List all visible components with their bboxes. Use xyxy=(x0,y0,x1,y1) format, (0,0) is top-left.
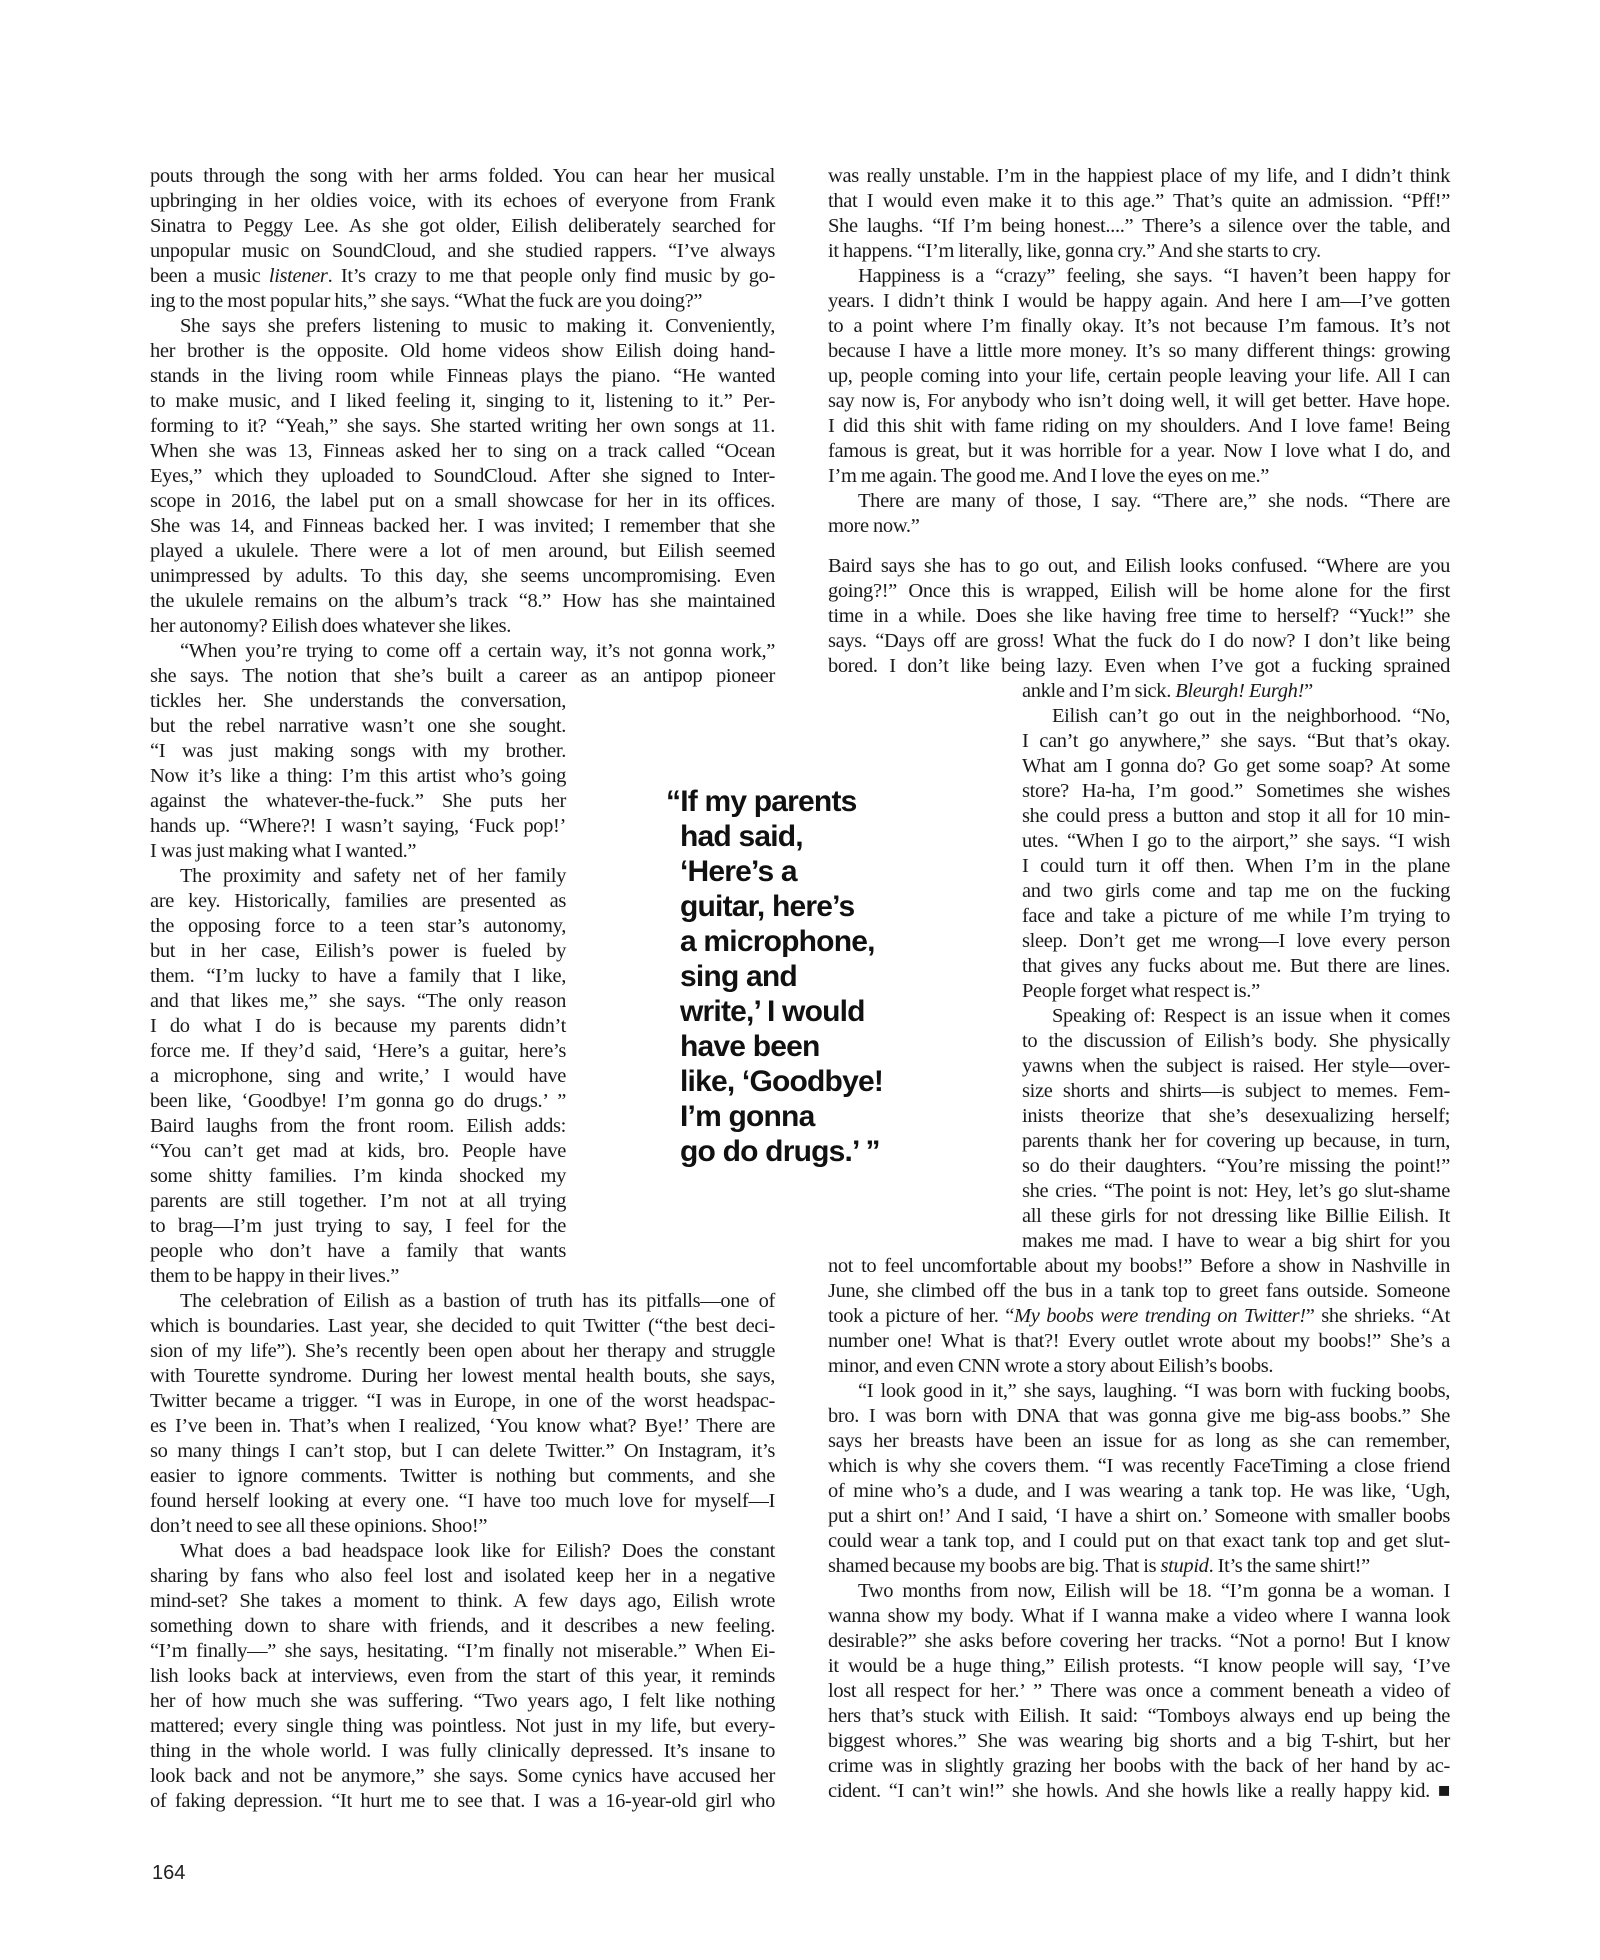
text-line: June, she climbed off the bus in a tank top to greet fans outside. Someone xyxy=(828,1280,1450,1302)
pull-quote xyxy=(666,784,926,1169)
text-line: “I look good in it,” she says, laughing. “I was born with fucking boobs, xyxy=(858,1380,1450,1402)
text-line: unpopular music on SoundCloud, and she studied rappers. “I’ve always xyxy=(150,240,775,262)
text-line: There are many of those, I say. “There are,” she nods. “There are xyxy=(858,490,1450,512)
text-line: number one! What is that?! Every outlet wrote about my boobs!” She’s a xyxy=(828,1330,1450,1352)
text-line: Twitter became a trigger. “I was in Europe, in one of the worst headspac- xyxy=(150,1390,775,1412)
text-line: “I’m finally—” she says, hesitating. “I’m finally not miserable.” When Ei- xyxy=(150,1640,775,1662)
text-line: makes me mad. I have to wear a big shirt for you xyxy=(1022,1230,1450,1252)
text-line: mind-set? She takes a moment to think. A few days ago, Eilish wrote xyxy=(150,1590,775,1612)
text-line: Sinatra to Peggy Lee. As she got older, Eilish deliberately searched for xyxy=(150,215,775,237)
text-line: What am I gonna do? Go get some soap? At some xyxy=(1022,755,1450,777)
text-line: she could press a button and stop it all for 10 min- xyxy=(1022,805,1450,827)
pull-quote-line: sing and xyxy=(680,960,797,993)
text-line: tickles her. She understands the conversation, xyxy=(150,690,566,712)
text-line: but the rebel narrative wasn’t one she sought. xyxy=(150,715,566,737)
text-line: “I was just making songs with my brother. xyxy=(150,740,566,762)
text-line: look back and not be anymore,” she says. Some cynics have accused her xyxy=(150,1765,775,1787)
text-line: because I have a little more money. It’s so many different things: growing xyxy=(828,340,1450,362)
text-line: Eilish can’t go out in the neighborhood. “No, xyxy=(1052,705,1450,727)
pull-quote-line: a microphone, xyxy=(680,925,875,958)
text-line: minor, and even CNN wrote a story about Eilish’s boobs. xyxy=(828,1355,1274,1377)
text-line: crime was in slightly grazing her boobs with the back of her hand by ac- xyxy=(828,1755,1450,1777)
text-line: people who don’t have a family that wants xyxy=(150,1240,566,1262)
text-line: thing in the whole world. I was fully clinically depressed. It’s insane to xyxy=(150,1740,775,1762)
text-line: more now.” xyxy=(828,515,920,537)
text-line: could wear a tank top, and I could put on that exact tank top and get slut- xyxy=(828,1530,1450,1552)
text-line: Happiness is a “crazy” feeling, she says. “I haven’t been happy for xyxy=(858,265,1450,287)
pull-quote-line: write,’ I would xyxy=(680,995,865,1028)
text-line: all these girls for not dressing like Billie Eilish. It xyxy=(1022,1205,1450,1227)
text-line: of faking depression. “It hurt me to see that. I was a 16-year-old girl who xyxy=(150,1790,775,1812)
text-line: found herself looking at every one. “I have too much love for myself—I xyxy=(150,1490,775,1512)
text-line: scope in 2016, the label put on a small showcase for her in its offices. xyxy=(150,490,775,512)
text-line: inists theorize that she’s desexualizing herself; xyxy=(1022,1105,1450,1127)
text-line: I’m me again. The good me. And I love the eyes on me.” xyxy=(828,465,1269,487)
text-line: stands in the living room while Finneas plays the piano. “He wanted xyxy=(150,365,775,387)
text-line: The proximity and safety net of her family xyxy=(180,865,566,887)
text-line: cident. “I can’t win!” she howls. And she howls like a really happy kid. ■ xyxy=(828,1780,1450,1802)
text-segment: ” xyxy=(1304,680,1313,702)
text-line: face and take a picture of me while I’m trying to xyxy=(1022,905,1450,927)
text-line: played a ukulele. There were a lot of men around, but Eilish seemed xyxy=(150,540,775,562)
text-line: upbringing in her oldies voice, with its echoes of everyone from Frank xyxy=(150,190,775,212)
text-line: to brag—I’m just trying to say, I feel for the xyxy=(150,1215,566,1237)
text-line: her of how much she was suffering. “Two years ago, I felt like nothing xyxy=(150,1690,775,1712)
text-line: Two months from now, Eilish will be 18. “I’m gonna be a woman. I xyxy=(858,1580,1450,1602)
text-line: I do what I do is because my parents didn’t xyxy=(150,1015,566,1037)
text-line: sharing by fans who also feel lost and isolated keep her in a negative xyxy=(150,1565,775,1587)
text-line: pouts through the song with her arms folded. You can hear her musical xyxy=(150,165,775,187)
text-line: The celebration of Eilish as a bastion of truth has its pitfalls—one of xyxy=(180,1290,775,1312)
text-segment: shamed because my boobs are big. That is xyxy=(828,1555,1161,1577)
text-line: that gives any fucks about me. But there are lines. xyxy=(1022,955,1450,977)
text-line: When she was 13, Finneas asked her to sing on a track called “Ocean xyxy=(150,440,775,462)
text-line: ing to the most popular hits,” she says. “What the fuck are you doing?” xyxy=(150,290,703,312)
text-line: but in her case, Eilish’s power is fueled by xyxy=(150,940,566,962)
pull-quote-line: guitar, here’s xyxy=(680,890,855,923)
text-line: She was 14, and Finneas backed her. I was invited; I remember that she xyxy=(150,515,775,537)
text-line: them. “I’m lucky to have a family that I like, xyxy=(150,965,566,987)
pull-quote-line: “If my parents xyxy=(666,785,857,818)
text-line: Speaking of: Respect is an issue when it comes xyxy=(1052,1005,1450,1027)
text-line: are key. Historically, families are presented as xyxy=(150,890,566,912)
text-line: “When you’re trying to come off a certain way, it’s not gonna work,” xyxy=(180,640,775,662)
text-line: it would be a huge thing,” Eilish protests. “I know people will say, ‘I’ve xyxy=(828,1655,1450,1677)
page-number: 164 xyxy=(152,1862,186,1884)
text-line: a microphone, sing and write,’ I would have xyxy=(150,1065,566,1087)
italic-text: stupid xyxy=(1160,1555,1209,1577)
text-segment: took a picture of her. “ xyxy=(828,1305,1015,1327)
text-line: She says she prefers listening to music to making it. Conveniently, xyxy=(180,315,775,337)
text-line: I can’t go anywhere,” she says. “But that’s okay. xyxy=(1022,730,1450,752)
text-line: says. “Days off are gross! What the fuck do I do now? I don’t like being xyxy=(828,630,1450,652)
italic-text: Bleurgh! Eurgh! xyxy=(1175,680,1305,702)
pull-quote-line: go do drugs.’ ” xyxy=(680,1135,880,1168)
text-line xyxy=(828,1554,1450,1579)
text-line: Now it’s like a thing: I’m this artist who’s going xyxy=(150,765,566,787)
text-line: going?!” Once this is wrapped, Eilish will be home alone for the first xyxy=(828,580,1450,602)
text-line xyxy=(1022,679,1450,704)
text-line: bro. I was born with DNA that was gonna give me big-ass boobs.” She xyxy=(828,1405,1450,1427)
text-segment: . It’s crazy to me that people only find music by go- xyxy=(327,265,776,287)
text-line: Baird says she has to go out, and Eilish looks confused. “Where are you xyxy=(828,555,1450,577)
text-line: biggest whores.” She was wearing big shorts and a big T-shirt, but her xyxy=(828,1730,1450,1752)
text-line: forming to it? “Yeah,” she says. She started writing her own songs at 11. xyxy=(150,415,775,437)
text-line: up, people coming into your life, certain people leaving your life. All I can xyxy=(828,365,1450,387)
pull-quote-line: have been xyxy=(680,1030,820,1063)
text-line: easier to ignore comments. Twitter is nothing but comments, and she xyxy=(150,1465,775,1487)
text-line: so do their daughters. “You’re missing the point!” xyxy=(1022,1155,1450,1177)
text-line: I could turn it off then. When I’m in the plane xyxy=(1022,855,1450,877)
text-line: yawns when the subject is raised. Her style—over- xyxy=(1022,1055,1450,1077)
text-line: What does a bad headspace look like for Eilish? Does the constant xyxy=(180,1540,775,1562)
text-line: says her breasts have been an issue for as long as she can remember, xyxy=(828,1430,1450,1452)
text-line: force me. If they’d said, ‘Here’s a guitar, here’s xyxy=(150,1040,566,1062)
text-line: sleep. Don’t get me wrong—I love every person xyxy=(1022,930,1450,952)
text-line: was really unstable. I’m in the happiest place of my life, and I didn’t think xyxy=(828,165,1450,187)
text-line: and that likes me,” she says. “The only reason xyxy=(150,990,566,1012)
text-line: and two girls come and tap me on the fucking xyxy=(1022,880,1450,902)
text-line: wanna show my body. What if I wanna make a video where I wanna look xyxy=(828,1605,1450,1627)
text-line: time in a while. Does she like having free time to herself? “Yuck!” she xyxy=(828,605,1450,627)
text-line: so many things I can’t stop, but I can delete Twitter.” On Instagram, it’s xyxy=(150,1440,775,1462)
text-line: mattered; every single thing was pointless. Not just in my life, but every- xyxy=(150,1715,775,1737)
text-line: something down to share with friends, and it describes a new feeling. xyxy=(150,1615,775,1637)
text-line: to the discussion of Eilish’s body. She physically xyxy=(1022,1030,1450,1052)
text-line: don’t need to see all these opinions. Shoo!” xyxy=(150,1515,488,1537)
text-line: parents thank her for covering up because, in turn, xyxy=(1022,1130,1450,1152)
text-line: parents are still together. I’m not at all trying xyxy=(150,1190,566,1212)
text-line: She laughs. “If I’m being honest....” There’s a silence over the table, and xyxy=(828,215,1450,237)
text-line: been like, ‘Goodbye! I’m gonna go do drugs.’ ” xyxy=(150,1090,566,1112)
text-line xyxy=(828,1304,1450,1329)
text-line xyxy=(150,264,775,289)
text-line: lish looks back at interviews, even from the start of this year, it reminds xyxy=(150,1665,775,1687)
text-line: I did this shit with fame riding on my shoulders. And I love fame! Being xyxy=(828,415,1450,437)
text-segment: ” she shrieks. “At xyxy=(1305,1305,1451,1327)
text-line: that I would even make it to this age.” That’s quite an admission. “Pff!” xyxy=(828,190,1450,212)
text-line: to make music, and I liked feeling it, singing to it, listening to it.” Per- xyxy=(150,390,775,412)
text-line: hers that’s stuck with Eilish. It said: “Tomboys always end up being the xyxy=(828,1705,1450,1727)
text-line: “You can’t get mad at kids, bro. People have xyxy=(150,1140,566,1162)
text-line: es I’ve been in. That’s when I realized, ‘You know what? Bye!’ There are xyxy=(150,1415,775,1437)
text-line: them to be happy in their lives.” xyxy=(150,1265,400,1287)
text-line: lost all respect for her.’ ” There was once a comment beneath a video of xyxy=(828,1680,1450,1702)
text-line: it happens. “I’m literally, like, gonna cry.” And she starts to cry. xyxy=(828,240,1321,262)
text-line: put a shirt on!’ And I said, ‘I have a shirt on.’ Someone with smaller boobs xyxy=(828,1505,1450,1527)
text-line: store? Ha-ha, I’m good.” Sometimes she wishes xyxy=(1022,780,1450,802)
text-line: with Tourette syndrome. During her lowest mental health bouts, she says, xyxy=(150,1365,775,1387)
text-line: her brother is the opposite. Old home videos show Eilish doing hand- xyxy=(150,340,775,362)
text-line: unimpressed by adults. To this day, she seems uncompromising. Even xyxy=(150,565,775,587)
text-line: utes. “When I go to the airport,” she says. “I wish xyxy=(1022,830,1450,852)
text-line: Baird laughs from the front room. Eilish adds: xyxy=(150,1115,566,1137)
italic-text: My boobs were trending on Twitter! xyxy=(1014,1305,1306,1327)
text-line: I was just making what I wanted.” xyxy=(150,840,417,862)
text-line: the opposing force to a teen star’s autonomy, xyxy=(150,915,566,937)
text-line: the ukulele remains on the album’s track “8.” How has she maintained xyxy=(150,590,775,612)
text-line: years. I didn’t think I would be happy again. And here I am—I’ve gotten xyxy=(828,290,1450,312)
text-line: famous is great, but it was horrible for a year. Now I love what I do, and xyxy=(828,440,1450,462)
italic-text: listener xyxy=(268,265,328,287)
text-line: which is why she covers them. “I was recently FaceTiming a close friend xyxy=(828,1455,1450,1477)
text-line: size shorts and shirts—is subject to memes. Fem- xyxy=(1022,1080,1450,1102)
text-line: to a point where I’m finally okay. It’s not because I’m famous. It’s not xyxy=(828,315,1450,337)
pull-quote-line: ‘Here’s a xyxy=(680,855,797,888)
text-line: her autonomy? Eilish does whatever she likes. xyxy=(150,615,511,637)
text-segment: . It’s the same shirt!” xyxy=(1208,1555,1370,1577)
text-line: she cries. “The point is not: Hey, let’s go slut-shame xyxy=(1022,1180,1450,1202)
text-line: desirable?” she asks before covering her tracks. “Not a porno! But I know xyxy=(828,1630,1450,1652)
text-line: which is boundaries. Last year, she decided to quit Twitter (“the best deci- xyxy=(150,1315,775,1337)
text-line: bored. I don’t like being lazy. Even when I’ve got a fucking sprained xyxy=(828,655,1450,677)
text-line: sion of my life”). She’s recently been open about her therapy and struggle xyxy=(150,1340,775,1362)
text-segment: been a music xyxy=(150,265,269,287)
text-line: some shitty families. I’m kinda shocked my xyxy=(150,1165,566,1187)
text-line: say now is, For anybody who isn’t doing well, it will get better. Have hope. xyxy=(828,390,1450,412)
text-line: not to feel uncomfortable about my boobs!” Before a show in Nashville in xyxy=(828,1255,1450,1277)
pull-quote-line: had said, xyxy=(680,820,803,853)
text-line: she says. The notion that she’s built a career as an antipop pioneer xyxy=(150,665,775,687)
text-line: Eyes,” which they uploaded to SoundCloud. After she signed to Inter- xyxy=(150,465,775,487)
text-line: hands up. “Where?! I wasn’t saying, ‘Fuck pop!’ xyxy=(150,815,566,837)
pull-quote-line: I’m gonna xyxy=(680,1100,815,1133)
text-line: against the whatever-the-fuck.” She puts her xyxy=(150,790,566,812)
text-line: People forget what respect is.” xyxy=(1022,980,1260,1002)
text-line: of mine who’s a dude, and I was wearing a tank top. He was like, ‘Ugh, xyxy=(828,1480,1450,1502)
text-segment: ankle and I’m sick. xyxy=(1022,680,1176,702)
pull-quote-line: like, ‘Goodbye! xyxy=(680,1065,884,1098)
